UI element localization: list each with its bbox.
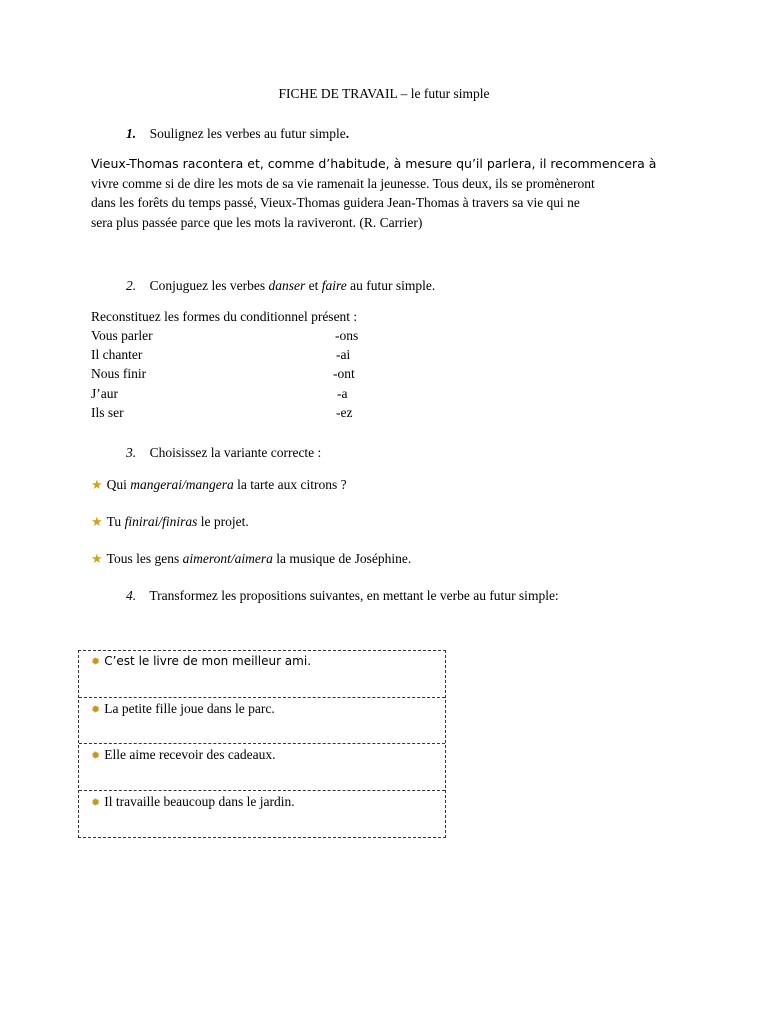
conditional-stem: J’aur (91, 385, 118, 401)
page-title: FICHE DE TRAVAIL – le futur simple (278, 86, 490, 101)
star-bullet-icon: ★ (91, 477, 103, 492)
conditional-ending: -ons (335, 328, 359, 343)
sun-bullet-icon: ✹ (91, 796, 101, 809)
passage (91, 154, 681, 232)
passage-line-3: dans les forêts du temps passé, Vieux-Thomas guidera Jean-Thomas à travers sa vie qui ne (91, 195, 580, 210)
conditional-row (91, 328, 391, 347)
conditional-stem: Vous parler (91, 328, 153, 343)
conditional-stem: Ils ser (91, 404, 124, 420)
choice-text-after: la musique de Joséphine. (272, 551, 412, 566)
question-3 (126, 445, 321, 461)
choice-text-before: Tu (106, 514, 125, 529)
star-bullet-icon: ★ (91, 551, 103, 566)
sun-bullet-icon: ✹ (91, 703, 101, 716)
exercise-row (79, 697, 445, 744)
question-3-text: Choisissez la variante correcte : (149, 445, 322, 460)
conditional-ending: -ont (333, 366, 355, 382)
question-4 (126, 588, 559, 604)
exercise-sentence-text: Il travaille beaucoup dans le jardin. (104, 794, 295, 809)
exercise-sentence (91, 654, 311, 668)
exercise-sentence-text: La petite fille joue dans le parc. (104, 701, 275, 716)
choice-text-before: Tous les gens (106, 551, 183, 566)
question-2-number: 2. (126, 278, 137, 293)
exercise-sentence (91, 701, 275, 717)
passage-line-4: sera plus passée parce que les mots la raviveront. (R. Carrier) (91, 214, 423, 230)
choice-text-after: la tarte aux citrons ? (233, 477, 347, 492)
sun-bullet-icon: ✹ (91, 749, 101, 762)
exercise-sentence-text: C’est le livre de mon meilleur ami. (104, 654, 312, 668)
exercise-sentence (91, 747, 276, 763)
choice-text-before: Qui (106, 477, 131, 492)
conditional-stem: Il chanter (91, 347, 143, 363)
question-2-text-after: au futur simple. (346, 278, 436, 293)
conditional-ending: -a (337, 385, 348, 401)
choice-item-3 (91, 551, 411, 567)
choice-text-after: le projet. (197, 514, 249, 529)
exercise-row (79, 743, 445, 790)
choice-options: finirai/finiras (124, 514, 198, 529)
conditional-stem: Nous finir (91, 366, 147, 382)
conditional-row (91, 405, 391, 424)
question-2-text-mid: et (305, 278, 322, 293)
exercise-row (79, 651, 445, 697)
question-2-verb-1: danser (268, 278, 306, 293)
question-1 (126, 126, 349, 142)
question-4-text: Transformez les propositions suivantes, en mettant le verbe au futur simple: (149, 588, 559, 603)
question-4-number: 4. (126, 588, 137, 603)
conditional-table (91, 328, 391, 424)
exercise-sentence-text: Elle aime recevoir des cadeaux. (104, 747, 276, 762)
conditional-row (91, 386, 391, 405)
passage-line-1: Vieux-Thomas racontera et, comme d’habitude, à mesure qu’il parlera, il recommencera à (91, 156, 657, 171)
exercise-row (79, 790, 445, 837)
question-2 (126, 278, 435, 294)
conditional-ending: -ez (336, 404, 353, 420)
exercise-box (78, 650, 446, 838)
conditional-ending: -ai (336, 347, 351, 363)
choice-item-1 (91, 477, 347, 493)
choice-item-2 (91, 514, 249, 530)
question-3-number: 3. (126, 445, 137, 460)
question-2-text-before: Conjuguez les verbes (149, 278, 269, 293)
conditional-row (91, 366, 391, 385)
conditional-heading: Reconstituez les formes du conditionnel présent : (91, 309, 358, 324)
question-2-verb-2: faire (321, 278, 347, 293)
question-1-text: Soulignez les verbes au futur simple (149, 126, 346, 141)
star-bullet-icon: ★ (91, 514, 103, 529)
question-1-period: . (345, 126, 350, 141)
exercise-sentence (91, 794, 295, 810)
conditional-row (91, 347, 391, 366)
choice-options: mangerai/mangera (130, 477, 234, 492)
choice-options: aimeront/aimera (182, 551, 273, 566)
sun-bullet-icon: ✹ (91, 655, 101, 668)
question-1-number: 1. (126, 126, 137, 141)
passage-line-2: vivre comme si de dire les mots de sa vie ramenait la jeunesse. Tous deux, ils se promèneront (91, 175, 595, 191)
